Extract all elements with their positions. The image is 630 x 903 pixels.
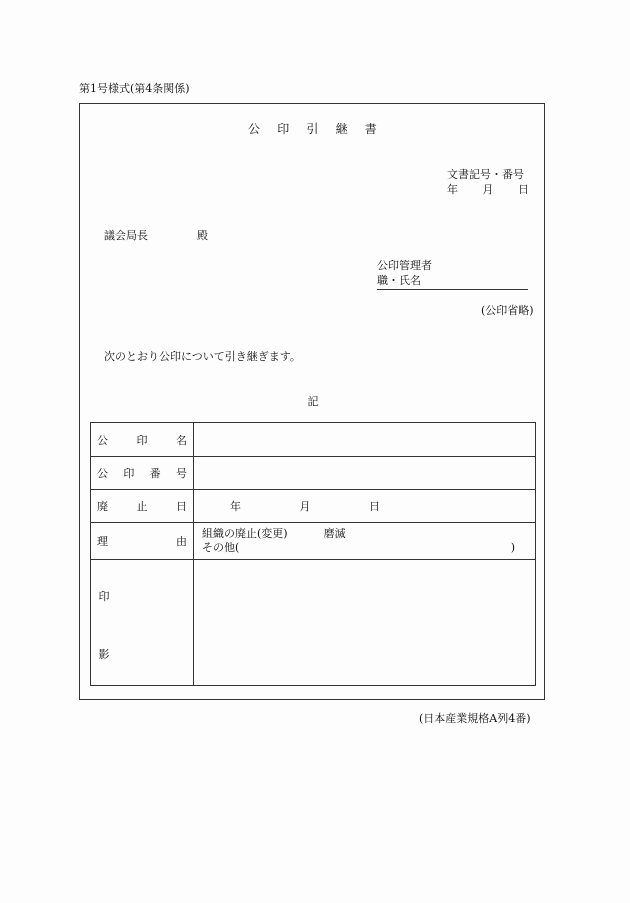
abolition-date-field[interactable] xyxy=(194,490,536,523)
seal-impression-label xyxy=(91,560,194,686)
label-char: 廃 xyxy=(97,500,108,513)
date-day: 日 xyxy=(518,183,529,196)
honorific: 殿 xyxy=(197,229,208,242)
form-number-label: 第1号様式(第4条関係) xyxy=(79,82,190,95)
seal-table xyxy=(90,422,536,686)
label-char: 日 xyxy=(176,500,187,513)
label-char: 公 xyxy=(97,467,108,480)
title-char: 印 xyxy=(277,122,291,136)
seal-manager-label: 公印管理者 xyxy=(377,259,432,272)
reason-other-close: ) xyxy=(510,541,515,554)
seal-impression-field[interactable] xyxy=(194,560,536,686)
label-char: 理 xyxy=(97,535,108,548)
table-row xyxy=(91,523,536,560)
date-day: 日 xyxy=(369,500,380,513)
seal-number-label xyxy=(91,457,194,490)
label-char: 印 xyxy=(98,590,110,603)
reason-option-abolition[interactable]: 組織の廃止(変更) xyxy=(202,527,288,540)
title-char: 引 xyxy=(306,122,320,136)
manager-name-field[interactable] xyxy=(377,272,528,290)
table-row xyxy=(91,423,536,457)
addressee: 議会局長 xyxy=(104,229,148,242)
label-char: 印 xyxy=(136,433,148,447)
form-frame xyxy=(79,103,545,700)
label-char: 公 xyxy=(97,433,108,447)
reason-label xyxy=(91,523,194,560)
label-char: 印 xyxy=(123,467,135,480)
abolition-date-label xyxy=(91,490,194,523)
manager-name-label: 職・氏名 xyxy=(377,274,421,287)
document-title xyxy=(80,120,546,137)
document-number-label: 文書記号・番号 xyxy=(447,168,524,181)
reason-option-other[interactable]: その他( xyxy=(202,541,240,554)
table-row xyxy=(91,490,536,523)
label-char: 号 xyxy=(175,467,187,480)
title-char: 書 xyxy=(364,122,378,136)
date-year: 年 xyxy=(230,500,241,513)
table-row xyxy=(91,457,536,490)
label-char: 止 xyxy=(136,500,148,513)
seal-omitted-note: (公印省略) xyxy=(481,304,534,317)
label-char: 名 xyxy=(176,433,187,447)
date-month: 月 xyxy=(299,500,311,513)
body-text: 次のとおり公印について引き継ぎます。 xyxy=(104,350,301,363)
date-month: 月 xyxy=(482,183,494,196)
title-char: 公 xyxy=(247,122,262,136)
label-char: 番 xyxy=(149,467,161,480)
label-char: 由 xyxy=(176,535,187,548)
title-char: 継 xyxy=(335,122,349,136)
reason-field[interactable] xyxy=(194,523,536,560)
reason-option-worn[interactable]: 磨滅 xyxy=(323,527,346,540)
document-date xyxy=(447,181,529,197)
date-year: 年 xyxy=(447,183,458,196)
seal-number-field[interactable] xyxy=(194,457,536,490)
seal-name-field[interactable] xyxy=(194,423,536,457)
paper-size-note: (日本産業規格A列4番) xyxy=(419,712,531,725)
label-char: 影 xyxy=(98,648,110,661)
ki-heading: 記 xyxy=(307,395,319,408)
seal-name-label xyxy=(91,423,194,457)
table-row xyxy=(91,560,536,686)
